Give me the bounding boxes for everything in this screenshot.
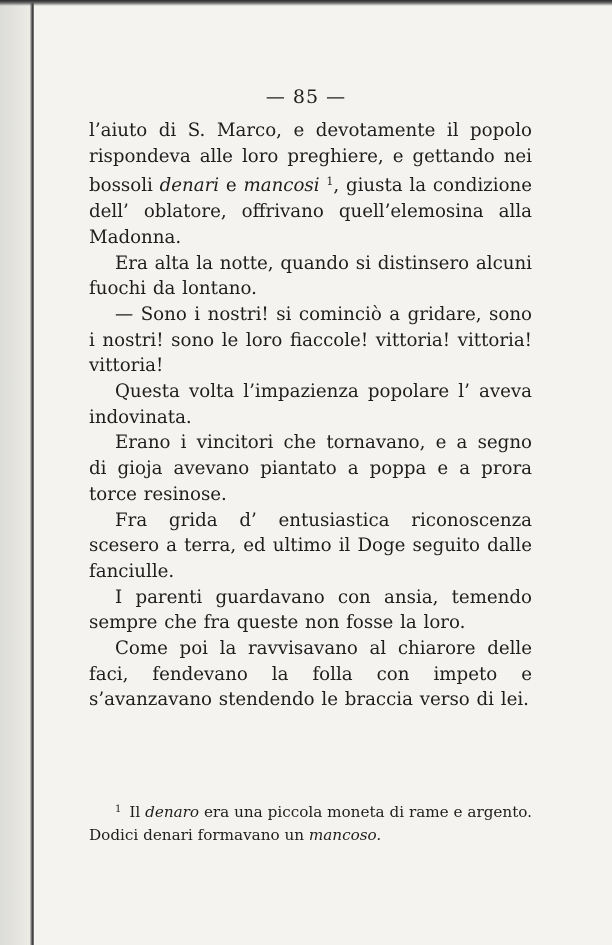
footnote — [89, 798, 532, 847]
text-run: I parenti guardavano con ansia, temendo sempre che fra queste non fosse la loro. — [89, 586, 532, 634]
paragraph — [89, 585, 532, 636]
italic-term: mancoso. — [308, 826, 382, 844]
book-spine-edge — [30, 0, 34, 945]
page-gutter — [0, 0, 30, 945]
footnote-reference: 1 — [326, 175, 334, 189]
paragraph — [89, 430, 532, 507]
page-top-edge — [0, 0, 612, 6]
paragraph — [89, 302, 532, 379]
italic-term: denaro — [145, 803, 200, 821]
paragraph — [89, 379, 532, 430]
text-run: era una piccola moneta di rame e argento. Dodici denari formavano un — [89, 803, 532, 844]
text-run: Erano i vincitori che tornavano, e a segno di gioja avevano piantato a poppa e a prora torce resinose. — [89, 432, 532, 505]
text-run: — Sono i nostri! si cominciò a gridare, sono i nostri! sono le loro fiaccole! vittoria! vittoria! vittoria! — [89, 303, 532, 377]
text-run: l’aiuto di S. Marco, e devotamente il popolo rispondeva alle loro preghiere, e gettando nei bossoli — [89, 120, 532, 197]
text-run: Fra grida d’ entusiastica riconoscenza scesero a terra, ed ultimo il Doge seguito dalle fanciulle. — [89, 509, 532, 582]
footnote-mark: 1 — [115, 804, 122, 815]
page-number: — 85 — — [265, 86, 347, 108]
italic-term: denari — [159, 175, 220, 197]
text-run: Il — [129, 803, 146, 821]
text-run: e — [219, 175, 244, 197]
paragraph — [89, 118, 532, 251]
paragraph — [89, 508, 532, 585]
italic-term: mancosi — [243, 175, 320, 197]
paragraph — [89, 251, 532, 302]
body-text — [89, 118, 532, 713]
text-run: Come poi la ravvisavano al chiarore delle faci, fendevano la folla con impeto e s’avanzavano stendendo le braccia verso di lei. — [89, 638, 532, 711]
text-run: Era alta la notte, quando si distinsero alcuni fuochi da lontano. — [89, 252, 532, 300]
text-run: , giusta la condizione dell’ oblatore, offrivano quell’elemosina alla Madonna. — [89, 175, 532, 248]
text-run: Questa volta l’impazienza popolare l’ aveva indovinata. — [89, 381, 532, 428]
paragraph — [89, 636, 532, 713]
